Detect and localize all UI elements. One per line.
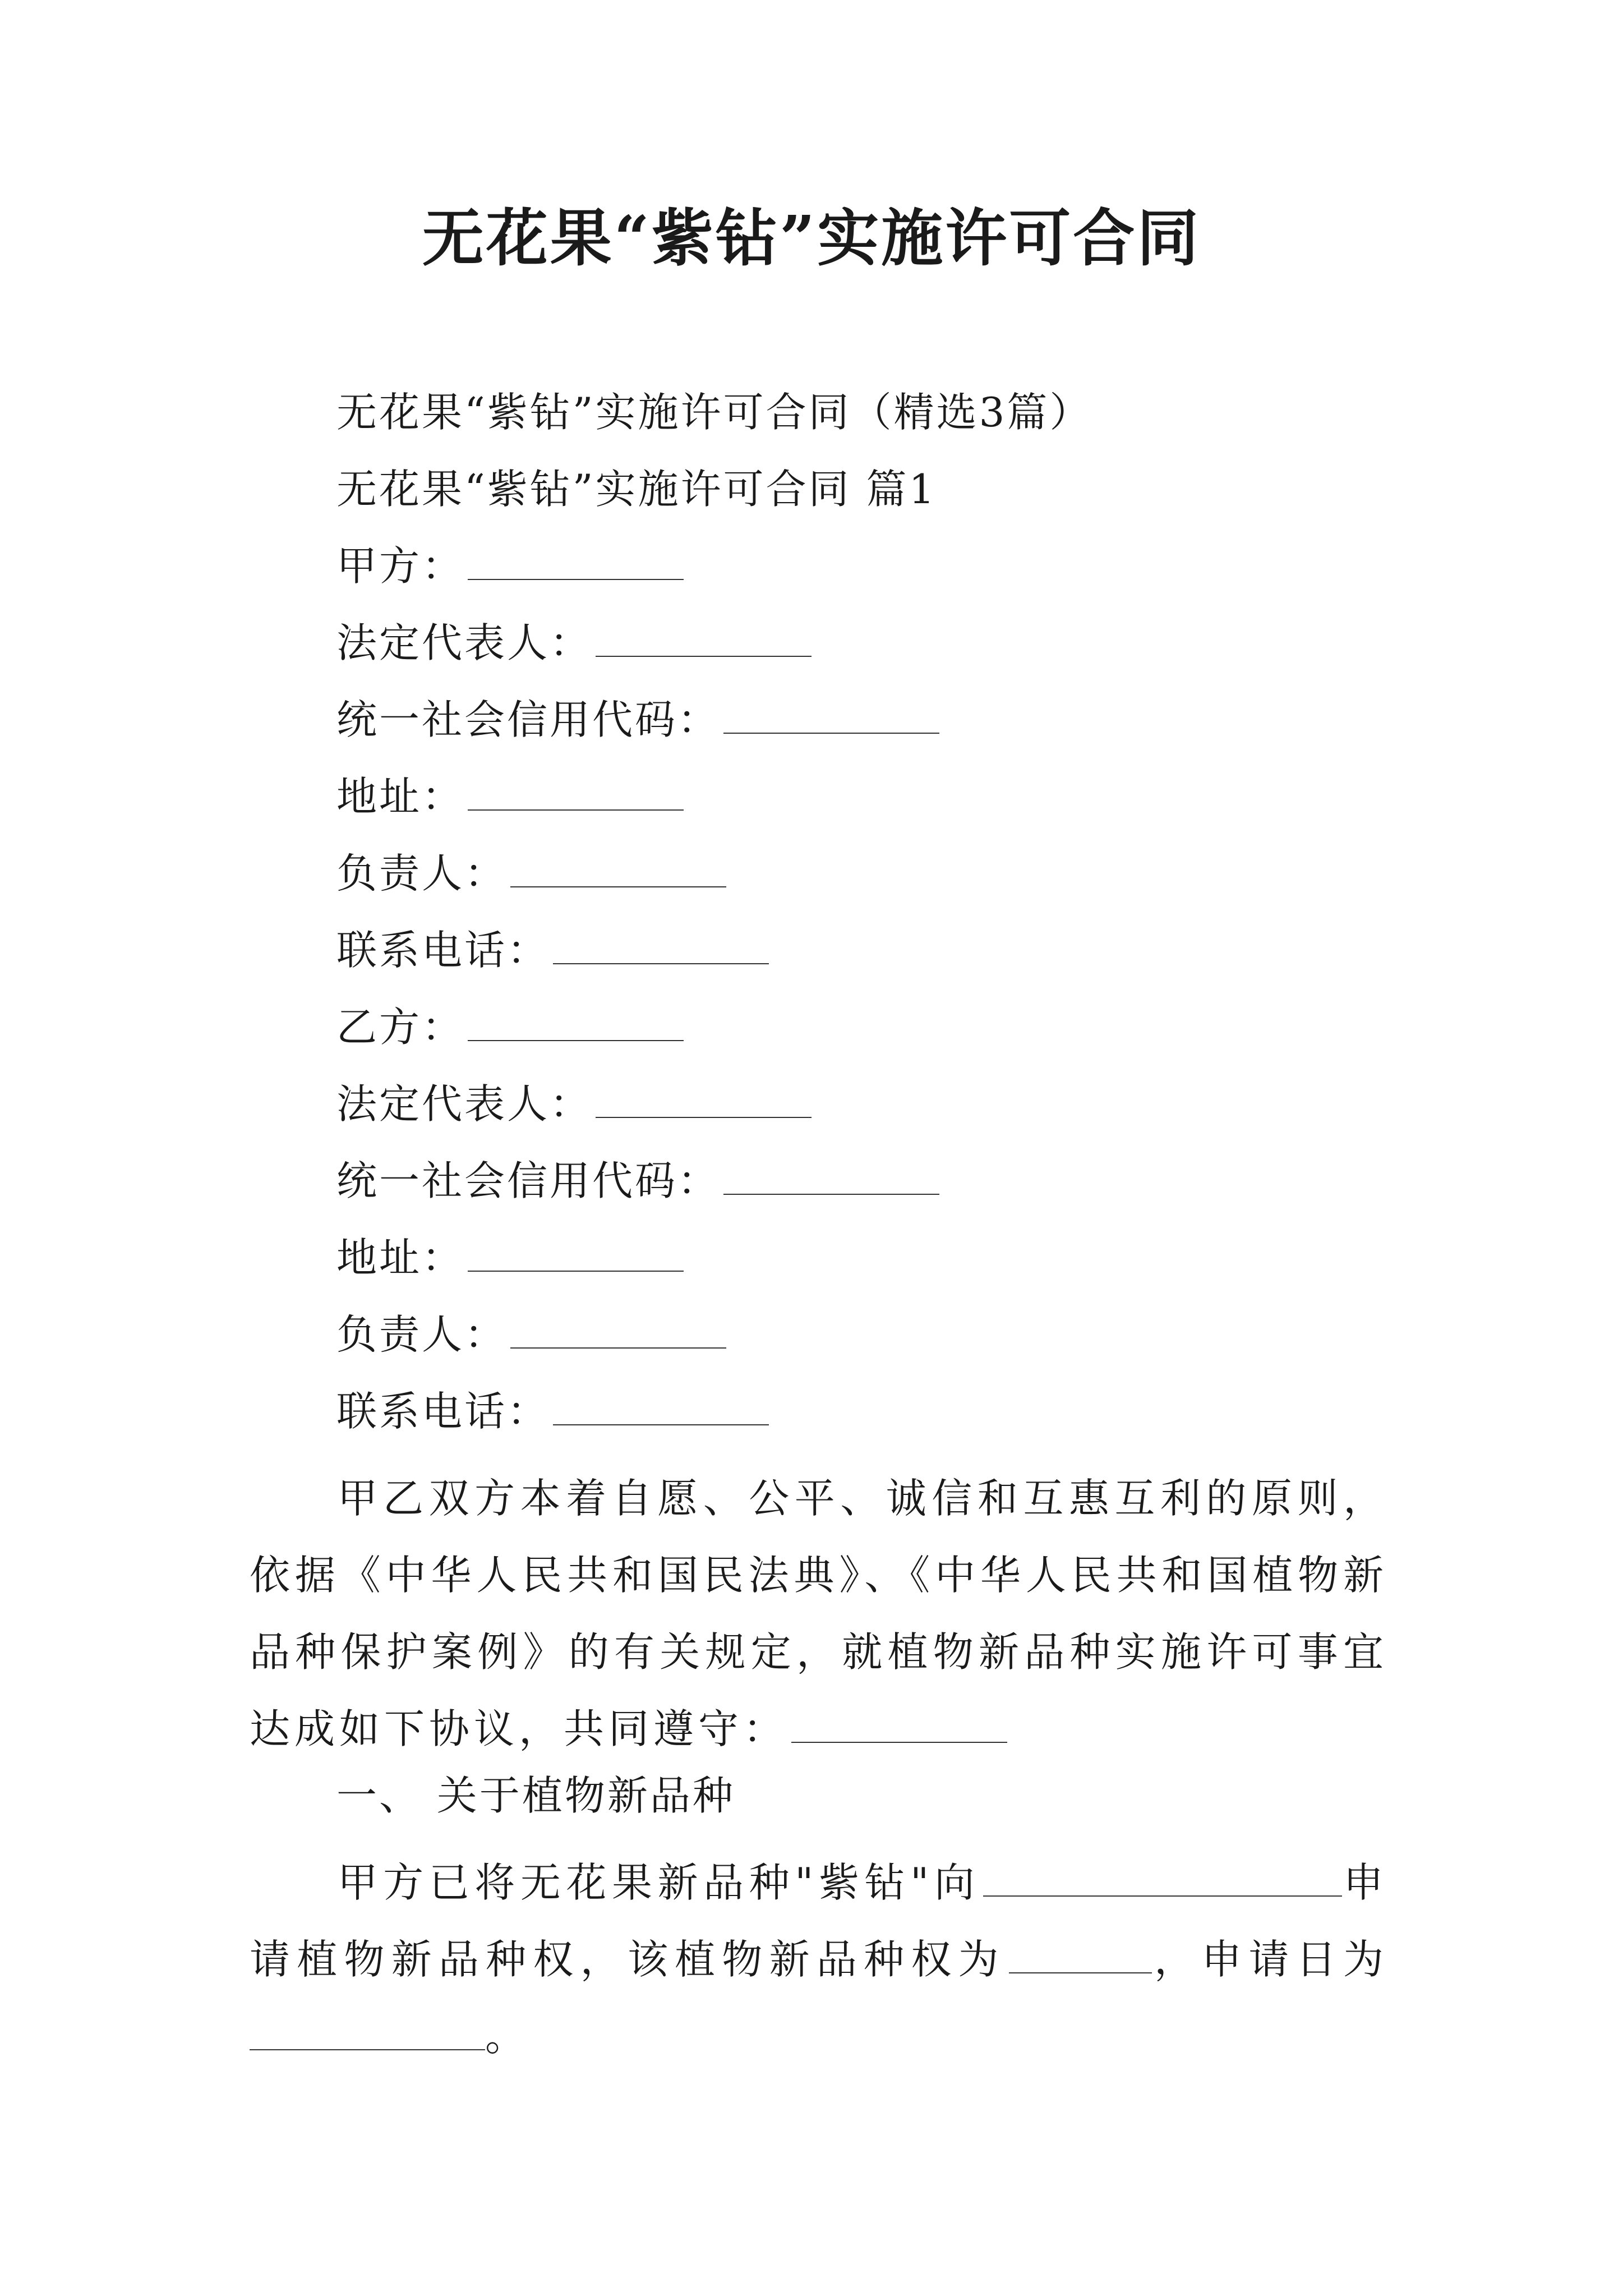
- party-b-phone-row: [336, 1383, 769, 1439]
- preamble-blank[interactable]: [791, 1707, 1007, 1743]
- clause-1-authority-blank[interactable]: [983, 1861, 1342, 1897]
- preamble-text: 甲乙双方本着自愿、公平、诚信和互惠互利的原则，依据《中华人民共和国民法典》、《中华人民共和国植物新品种保护案例》的有关规定，就植物新品种实施许可事宜达成如下协议，共同遵守：: [250, 1475, 1388, 1752]
- clause-1-paragraph: [250, 1844, 1388, 2075]
- party-b-address-row: [336, 1230, 684, 1286]
- party-b-legal-rep-label: 法定代表人：: [336, 1080, 593, 1128]
- party-a-credit-code-label: 统一社会信用代码：: [336, 696, 721, 743]
- clause-1-text-4: 。: [485, 2013, 531, 2060]
- clause-1-right-number-blank[interactable]: [1009, 1938, 1152, 1973]
- party-b-legal-rep-blank[interactable]: [596, 1082, 811, 1118]
- subtitle: 无花果“紫钻”实施许可合同（精选3篇）: [336, 389, 1092, 436]
- party-a-address-label: 地址：: [336, 773, 465, 820]
- party-a-person-in-charge-blank[interactable]: [510, 852, 726, 887]
- party-b-credit-code-label: 统一社会信用代码：: [336, 1157, 721, 1204]
- party-a-phone-row: [336, 922, 769, 978]
- party-a-address-row: [336, 769, 684, 825]
- party-b-person-in-charge-blank[interactable]: [510, 1313, 726, 1349]
- party-b-row: [336, 999, 684, 1055]
- party-a-address-blank[interactable]: [468, 775, 684, 811]
- party-a-person-in-charge-label: 负责人：: [336, 850, 508, 897]
- party-b-person-in-charge-row: [336, 1306, 726, 1363]
- party-b-label: 乙方：: [336, 1004, 465, 1051]
- party-a-person-in-charge-row: [336, 845, 726, 901]
- clause-1-heading: 一、 关于植物新品种: [336, 1772, 735, 1819]
- section-heading: 无花果“紫钻”实施许可合同 篇1: [336, 466, 937, 513]
- clause-1-text-3: ，申请日为: [1151, 1936, 1388, 1983]
- preamble-paragraph: [250, 1460, 1388, 1768]
- party-a-legal-rep-blank[interactable]: [596, 621, 811, 657]
- party-a-credit-code-row: [336, 692, 939, 748]
- party-a-legal-rep-row: [336, 615, 811, 671]
- party-b-phone-blank[interactable]: [553, 1389, 769, 1425]
- party-b-phone-label: 联系电话：: [336, 1388, 550, 1435]
- party-a-blank[interactable]: [468, 544, 684, 580]
- party-a-phone-blank[interactable]: [553, 928, 769, 964]
- party-a-label: 甲方：: [336, 542, 465, 590]
- party-b-blank[interactable]: [468, 1005, 684, 1041]
- party-b-address-label: 地址：: [336, 1234, 465, 1281]
- clause-1-date-blank[interactable]: [250, 2014, 485, 2050]
- clause-1-text-2: 申请植物新品种权，该植物新品种权为: [250, 1859, 1388, 1983]
- party-b-address-blank[interactable]: [468, 1236, 684, 1272]
- party-a-phone-label: 联系电话：: [336, 927, 550, 974]
- clause-1-text-1: 甲方已将无花果新品种"紫钻"向: [336, 1859, 980, 1906]
- party-a-legal-rep-label: 法定代表人：: [336, 619, 593, 666]
- document-title: 无花果“紫钻”实施许可合同: [422, 202, 1201, 274]
- party-a-credit-code-blank[interactable]: [723, 698, 939, 734]
- party-b-person-in-charge-label: 负责人：: [336, 1311, 508, 1358]
- party-b-credit-code-blank[interactable]: [723, 1159, 939, 1195]
- party-b-legal-rep-row: [336, 1076, 811, 1132]
- party-b-credit-code-row: [336, 1153, 939, 1209]
- party-a-row: [336, 538, 684, 594]
